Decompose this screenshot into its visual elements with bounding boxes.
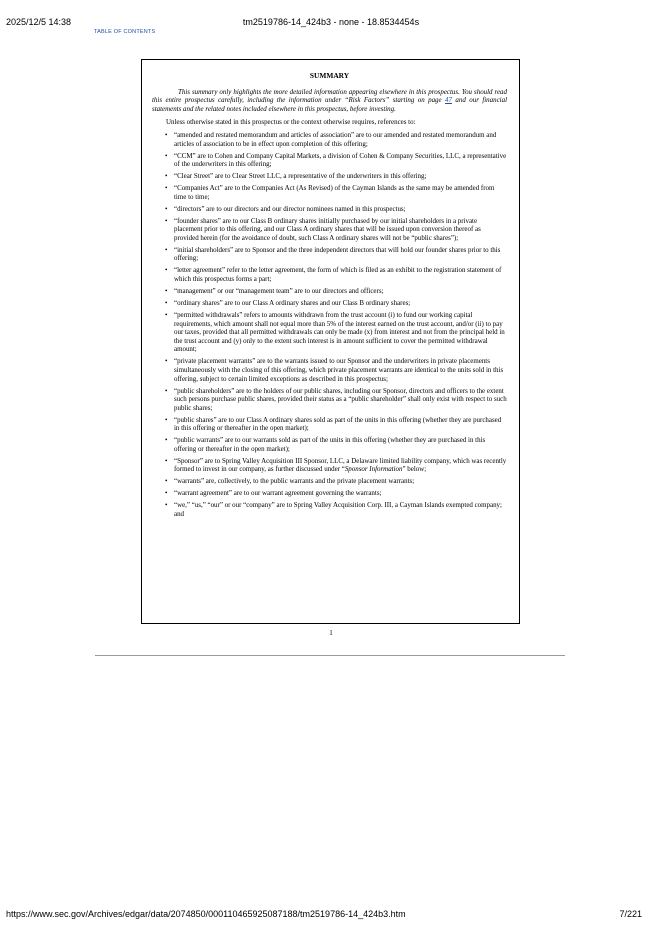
definition-text: “Clear Street” are to Clear Street LLC, a representative of the underwriters in this offering; bbox=[174, 172, 427, 181]
definition-text: “CCM” are to Cohen and Company Capital Markets, a division of Cohen & Company Securities, LLC, a representative of the underwriters in this offering; bbox=[174, 151, 507, 169]
summary-box bbox=[141, 59, 520, 624]
sponsor-definition-text: “Sponsor” are to Spring Valley Acquisition III Sponsor, LLC, a Delaware limited liability company, which was recently formed to invest in our company, as further discussed under “ bbox=[174, 456, 507, 474]
definition-text: “public shares” are to our Class A ordinary shares sold as part of the units in this offering (whether they are purchased in this offering or thereafter in the open market); bbox=[174, 415, 502, 433]
definition-item bbox=[152, 172, 507, 181]
definition-item bbox=[152, 477, 507, 486]
definition-text: “ordinary shares” are to our Class A ordinary shares and our Class B ordinary shares; bbox=[174, 298, 411, 307]
definition-item bbox=[152, 457, 507, 474]
definition-item bbox=[152, 184, 507, 201]
bullet-icon: • bbox=[165, 151, 168, 160]
bullet-icon: • bbox=[165, 310, 168, 319]
table-of-contents-link[interactable]: TABLE OF CONTENTS bbox=[94, 29, 156, 35]
definition-item bbox=[152, 387, 507, 413]
bullet-icon: • bbox=[165, 436, 168, 445]
definition-text: “public warrants” are to our warrants sold as part of the units in this offering (whether they are purchased in this offering or thereafter in the open market); bbox=[174, 436, 486, 453]
definition-item bbox=[152, 205, 507, 214]
definition-item bbox=[152, 131, 507, 148]
print-datetime: 2025/12/5 14:38 bbox=[6, 17, 72, 27]
definition-text: “public shareholders” are to the holders of our public shares, including our Sponsor, directors and officers to the extent such persons purchase public shares, provided their status as a “public shareholder” shall only exist with respect to such public shares; bbox=[174, 386, 507, 412]
bullet-icon: • bbox=[165, 501, 168, 510]
bullet-icon: • bbox=[165, 130, 168, 139]
bullet-icon: • bbox=[165, 298, 168, 307]
definition-item bbox=[152, 311, 507, 354]
definition-text: “warrants” are, collectively, to the public warrants and the private placement warrants; bbox=[174, 477, 415, 486]
page-number: 1 bbox=[329, 629, 333, 637]
definition-text: “directors” are to our directors and our director nominees named in this prospectus; bbox=[174, 204, 406, 213]
bullet-icon: • bbox=[165, 184, 168, 193]
definition-item bbox=[152, 357, 507, 383]
sponsor-definition-end: ” below; bbox=[402, 465, 427, 474]
definition-item bbox=[152, 217, 507, 243]
bullet-icon: • bbox=[165, 245, 168, 254]
definition-text: “permitted withdrawals” refers to amounts withdrawn from the trust account (i) to fund our working capital requirements, which amount shall not equal more than 5% of the interest earned on the trust account, and/or (ii) to pay our taxes, provided that all permitted withdrawals can only be made (x) from interest and not from the principal held in the trust account and (y) only to the extent such interest is in amount sufficient to cover the permitted withdrawal amount; bbox=[174, 310, 505, 354]
bullet-icon: • bbox=[165, 287, 168, 295]
sponsor-information-reference: Sponsor Information bbox=[344, 465, 403, 474]
definition-text: “initial shareholders” are to Sponsor and the three independent directors that will hold our founder shares prior to this offering; bbox=[174, 245, 501, 263]
summary-title: SUMMARY bbox=[309, 71, 350, 80]
definition-item bbox=[152, 436, 507, 453]
print-footer bbox=[0, 909, 662, 923]
definitions-lead: Unless otherwise stated in this prospectus or the context otherwise requires, references to: bbox=[166, 118, 416, 127]
definition-text: “founder shares” are to our Class B ordinary shares initially purchased by our initial shareholders in a private placement prior to this offering, and our Class A ordinary shares that will be issued upon conversion thereof as provided herein (for the avoidance of doubt, such Class A ordinary shares will not be “public shares”); bbox=[174, 216, 481, 242]
definition-text: “Companies Act” are to the Companies Act (As Revised) of the Cayman Islands as the same may be amended from time to time; bbox=[174, 184, 495, 201]
bullet-icon: • bbox=[165, 489, 168, 498]
definition-item bbox=[152, 501, 507, 518]
definition-item bbox=[152, 416, 507, 433]
bullet-icon: • bbox=[165, 216, 168, 225]
print-document-title: tm2519786-14_424b3 - none - 18.8534454s bbox=[242, 17, 420, 27]
bullet-icon: • bbox=[165, 357, 168, 366]
definition-text: “letter agreement” refer to the letter agreement, the form of which is filed as an exhibit to the registration statement of which this prospectus forms a part; bbox=[174, 266, 502, 284]
definition-item bbox=[152, 287, 507, 296]
definition-item bbox=[152, 489, 507, 498]
print-url: https://www.sec.gov/Archives/edgar/data/2074850/000110465925087188/tm2519786-14_424b3.htm bbox=[6, 909, 406, 919]
definition-item bbox=[152, 152, 507, 169]
intro-text-start: This summary only highlights the more detailed information appearing elsewhere in this prospectus. You should read this entire prospectus carefully, including the information under “Risk Factors” starting on page bbox=[152, 87, 507, 105]
bullet-icon: • bbox=[165, 415, 168, 424]
definition-item bbox=[152, 246, 507, 263]
bullet-icon: • bbox=[165, 172, 168, 181]
definition-text: “we,” “us,” “our” or our “company” are to Spring Valley Acquisition Corp. III, a Cayman Islands exempted company; and bbox=[174, 501, 502, 518]
bullet-icon: • bbox=[165, 266, 168, 275]
definition-text: “private placement warrants” are to the warrants issued to our Sponsor and the underwriters in private placements simultaneously with the closing of this offering, which private placement warrants are identical to the units sold in this offering, subject to certain limited exceptions as described in this prospectus; bbox=[174, 357, 504, 383]
definition-text: “amended and restated memorandum and articles of association” are to our amended and restated memorandum and articles of association to be in effect upon completion of this offering; bbox=[174, 130, 497, 148]
intro-text-end: and our financial statements and the related notes included elsewhere in this prospectus, before investing. bbox=[152, 96, 507, 113]
bullet-icon: • bbox=[165, 456, 168, 465]
risk-factors-page-link[interactable]: 47 bbox=[445, 96, 452, 105]
bullet-icon: • bbox=[165, 204, 168, 213]
definition-text: “management” or our “management team” are to our directors and officers; bbox=[174, 287, 384, 295]
print-page-count: 7/221 bbox=[619, 909, 642, 919]
definitions-list bbox=[152, 131, 507, 519]
bullet-icon: • bbox=[165, 477, 168, 486]
definition-item bbox=[152, 266, 507, 283]
definition-item bbox=[152, 299, 507, 308]
definition-text: “warrant agreement” are to our warrant agreement governing the warrants; bbox=[174, 489, 382, 498]
bullet-icon: • bbox=[165, 386, 168, 395]
page-divider bbox=[95, 655, 565, 656]
summary-intro bbox=[152, 88, 507, 114]
